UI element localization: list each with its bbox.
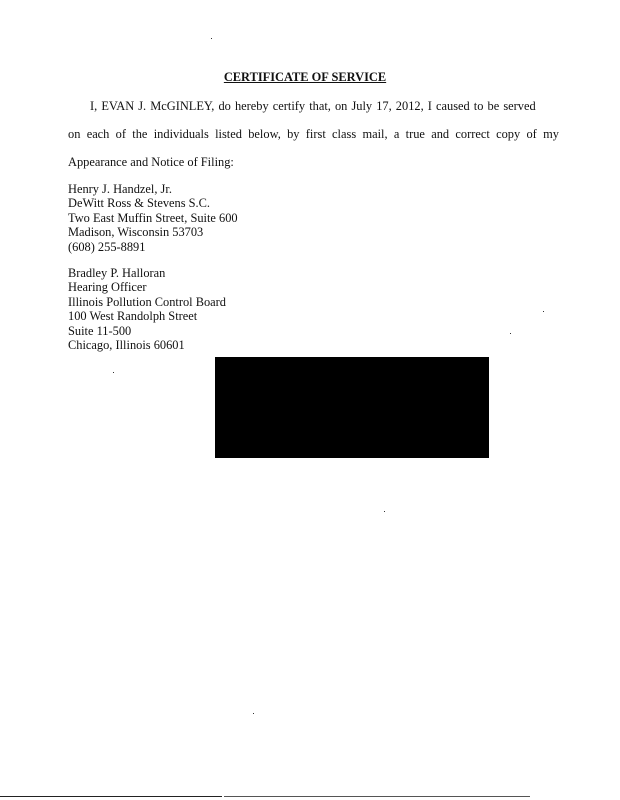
- recipient-street: Two East Muffin Street, Suite 600: [68, 210, 238, 225]
- scan-edge-line: [0, 796, 222, 797]
- recipient-address-block: [68, 182, 328, 254]
- recipient-city: Chicago, Illinois 60601: [68, 337, 185, 352]
- scan-speck: [510, 333, 511, 334]
- recipient-city: Madison, Wisconsin 53703: [68, 225, 204, 240]
- recipient-title: Hearing Officer: [68, 280, 147, 295]
- scan-speck: [384, 511, 385, 512]
- scan-speck: [253, 713, 254, 714]
- recipient-suite: Suite 11-500: [68, 323, 132, 338]
- document-title: CERTIFICATE OF SERVICE: [223, 70, 387, 84]
- recipient-name: Henry J. Handzel, Jr.: [68, 182, 172, 196]
- recipient-organization: Illinois Pollution Control Board: [68, 294, 226, 309]
- recipient-firm: DeWitt Ross & Stevens S.C.: [68, 196, 211, 211]
- scan-speck: [543, 311, 544, 312]
- certification-paragraph-line-2: on each of the individuals listed below, by first class mail, a true and correct copy of my: [68, 127, 559, 141]
- redaction-box: [215, 357, 489, 458]
- scan-speck: [113, 372, 114, 373]
- recipient-phone: (608) 255-8891: [68, 239, 146, 254]
- certification-paragraph-line-3: Appearance and Notice of Filing:: [68, 155, 234, 169]
- certification-paragraph-line-1: I, EVAN J. McGINLEY, do hereby certify that, on July 17, 2012, I caused to be served: [90, 99, 536, 113]
- recipient-name: Bradley P. Halloran: [68, 266, 166, 280]
- scan-edge-line: [224, 796, 530, 797]
- recipient-address-block: [68, 266, 328, 352]
- scan-speck: [211, 38, 212, 39]
- recipient-street: 100 West Randolph Street: [68, 309, 198, 324]
